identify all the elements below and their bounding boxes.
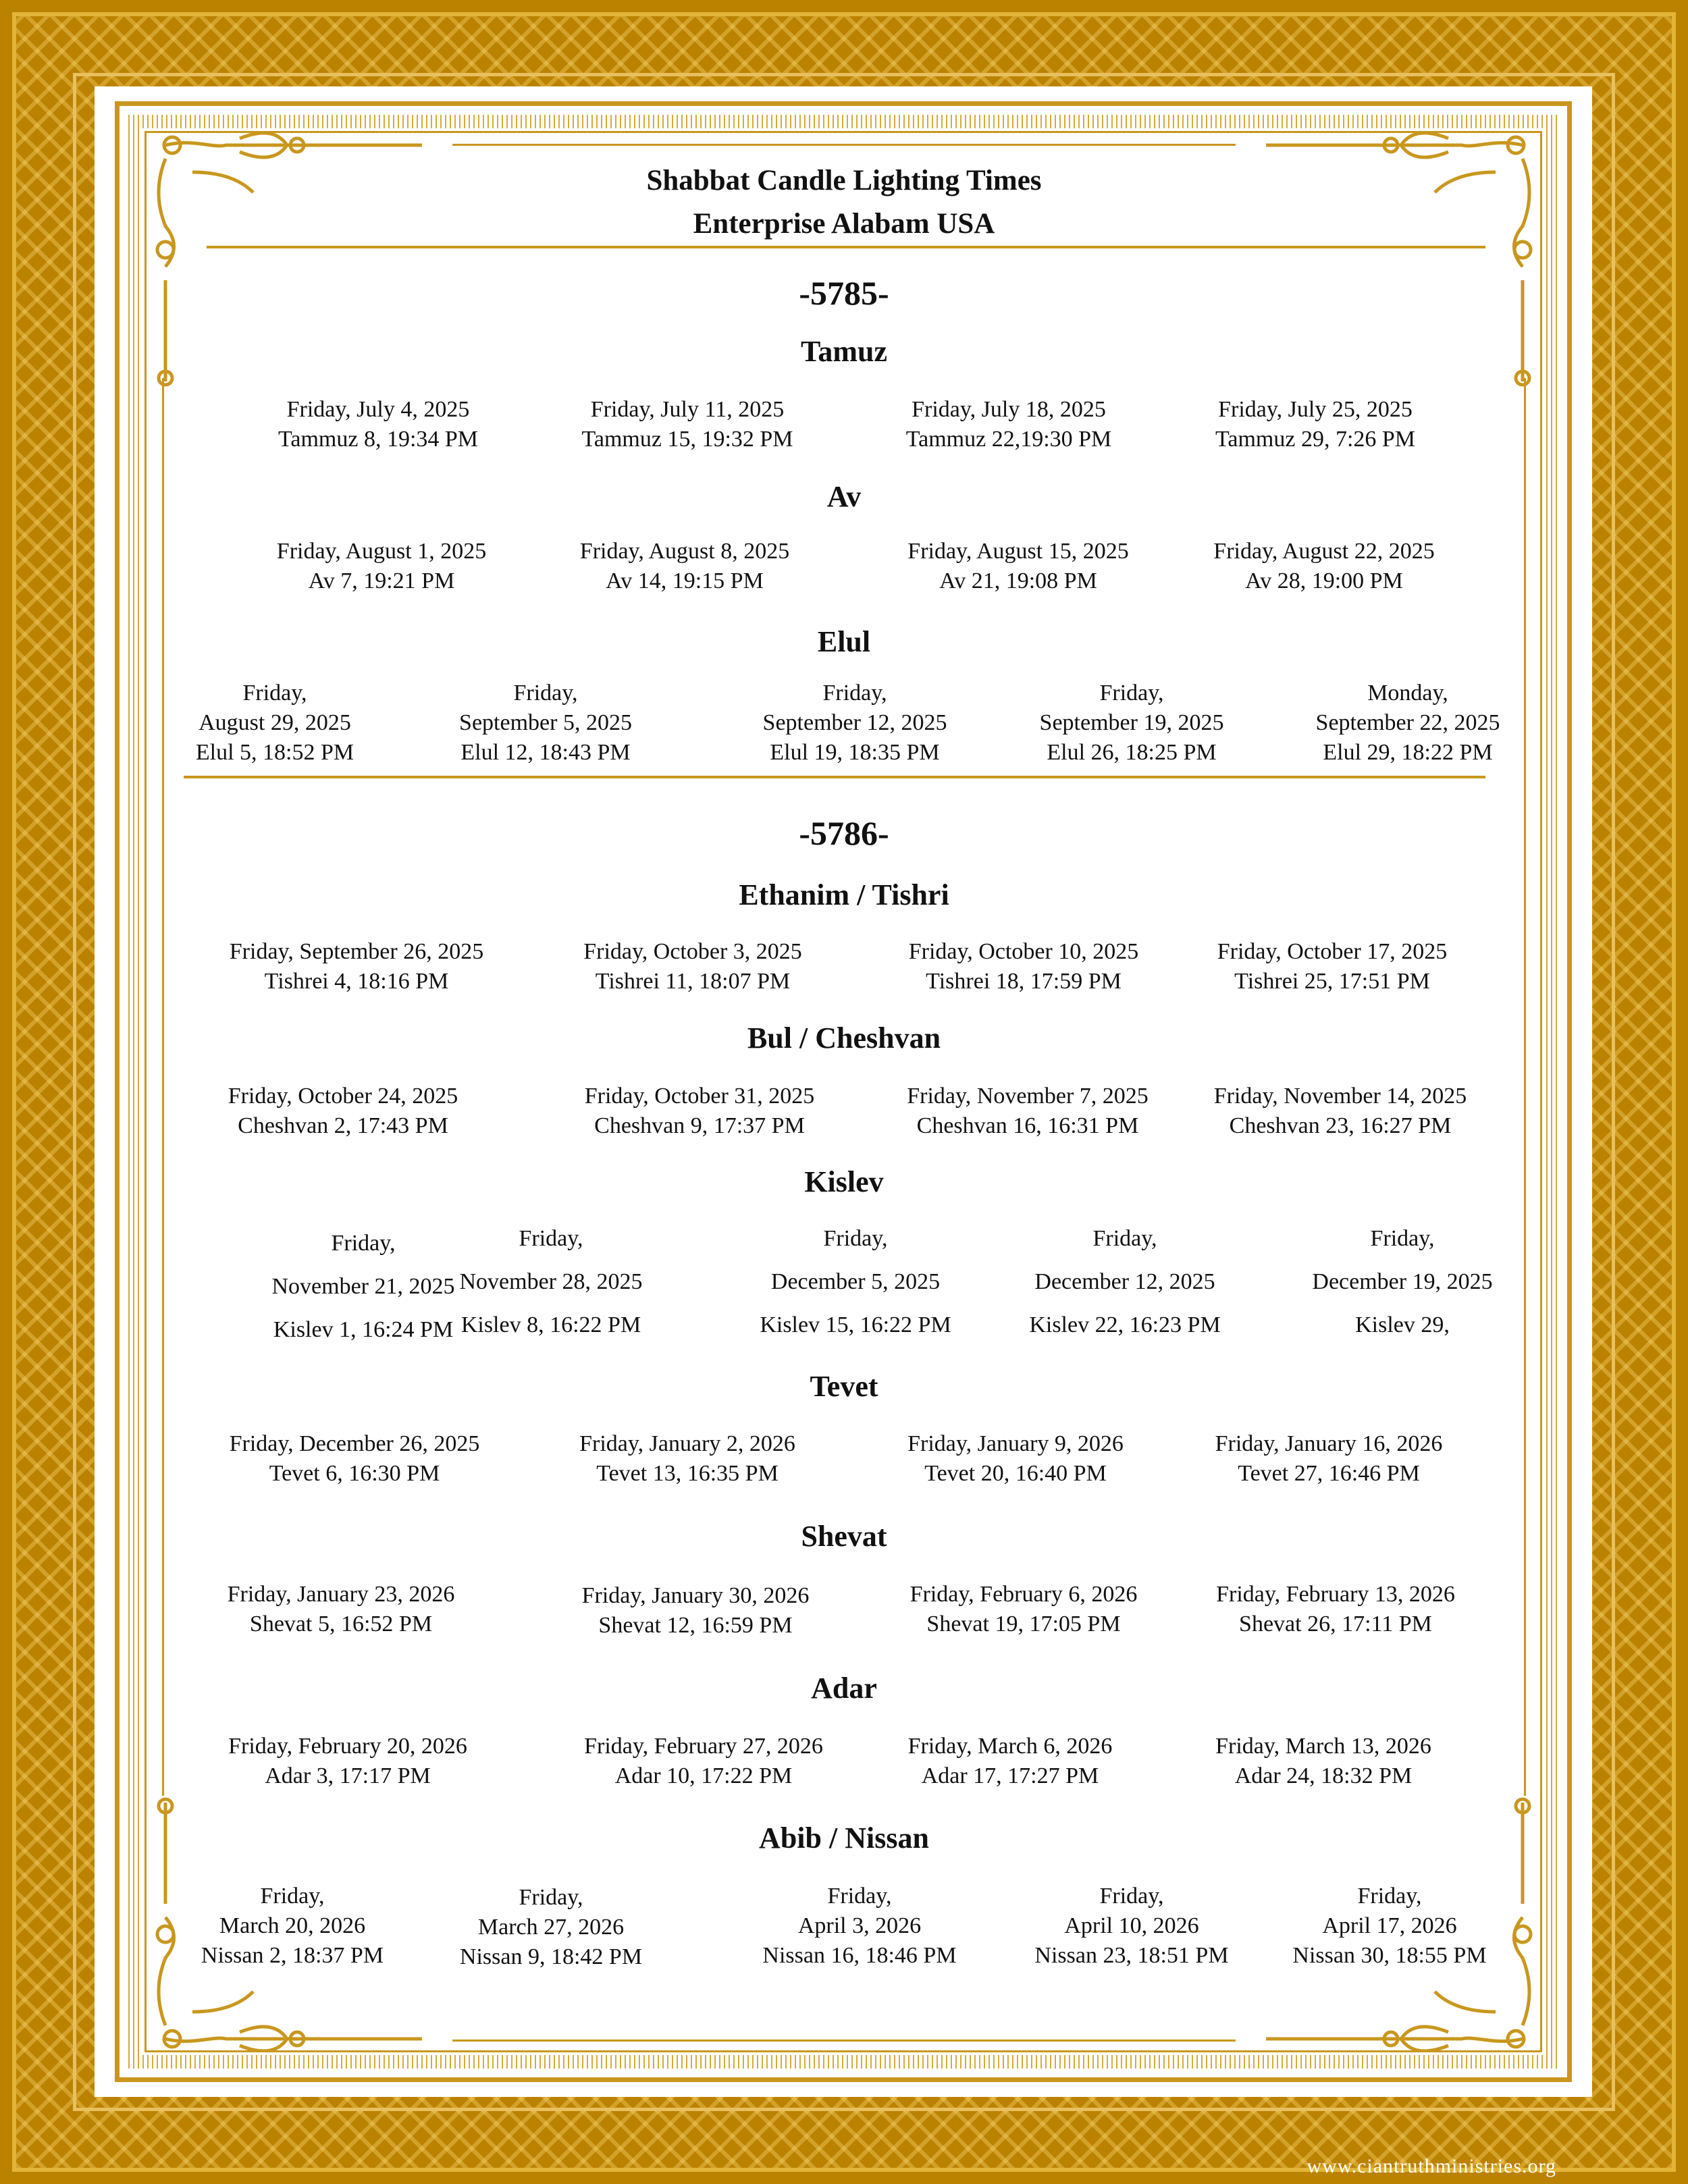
list-item: Friday, July 18, 2025 Tammuz 22,19:30 PM (905, 397, 1112, 452)
list-item: Friday, January 16, 2026 Tevet 27, 16:46 PM (1215, 1431, 1443, 1486)
month-heading: Ethanim / Tishri (739, 878, 949, 911)
list-item: Friday, November 14, 2025 Cheshvan 23, 16:27 PM (1213, 1084, 1467, 1138)
list-item: Friday, November 28, 2025 Kislev 8, 16:22 PM (459, 1226, 643, 1337)
list-item: Friday, November 7, 2025 Cheshvan 16, 16:31 PM (907, 1084, 1149, 1138)
list-item: Monday, September 22, 2025 Elul 29, 18:22 PM (1315, 681, 1500, 765)
year-divider (184, 776, 1485, 778)
month-heading: Tamuz (801, 335, 887, 368)
left-rule (162, 378, 164, 1796)
month-heading: Adar (811, 1672, 877, 1705)
website-footer: www.ciantruthministries.org (1307, 2155, 1556, 2177)
list-item: Friday, August 8, 2025 Av 14, 19:15 PM (579, 539, 790, 593)
list-item: Friday, August 15, 2025 Av 21, 19:08 PM (907, 539, 1129, 593)
month-heading: Bul / Cheshvan (747, 1021, 941, 1055)
list-item: Friday, December 12, 2025 Kislev 22, 16:23 PM (1029, 1226, 1221, 1337)
list-item: Friday, March 20, 2026 Nissan 2, 18:37 PM (201, 1884, 384, 1968)
list-item: Friday, April 3, 2026 Nissan 16, 18:46 PM (762, 1884, 957, 1968)
list-item: Friday, July 4, 2025 Tammuz 8, 19:34 PM (278, 397, 479, 452)
list-item: Friday, December 19, 2025 Kislev 29, (1312, 1226, 1493, 1337)
list-item: Friday, November 21, 2025 Kislev 1, 16:24 PM (271, 1231, 455, 1342)
list-item: Friday, August 29, 2025 Elul 5, 18:52 PM (195, 681, 354, 765)
right-rule (1524, 378, 1526, 1796)
month-heading: Kislev (804, 1165, 884, 1198)
list-item: Friday, August 1, 2025 Av 7, 19:21 PM (276, 539, 487, 593)
list-item: Friday, December 5, 2025 Kislev 15, 16:22 PM (760, 1226, 951, 1337)
list-item: Friday, September 12, 2025 Elul 19, 18:35 PM (762, 681, 947, 765)
list-item: Friday, April 17, 2026 Nissan 30, 18:55 PM (1292, 1884, 1487, 1968)
month-heading: Elul (817, 625, 871, 658)
list-item: Friday, January 9, 2026 Tevet 20, 16:40 PM (907, 1431, 1124, 1486)
list-item: Friday, October 24, 2025 Cheshvan 2, 17:43 PM (228, 1084, 458, 1138)
month-heading: Abib / Nissan (759, 1821, 929, 1855)
list-item: Friday, October 10, 2025 Tishrei 18, 17:59 PM (908, 939, 1139, 994)
page-title: Shabbat Candle Lighting Times (646, 165, 1042, 196)
year-heading: -5785- (799, 274, 889, 312)
list-item: Friday, August 22, 2025 Av 28, 19:00 PM (1213, 539, 1435, 593)
page-subtitle: Enterprise Alabam USA (693, 208, 995, 240)
list-item: Friday, July 11, 2025 Tammuz 15, 19:32 PM (581, 397, 793, 452)
month-heading: Av (826, 480, 862, 513)
list-item: Friday, January 2, 2026 Tevet 13, 16:35 PM (579, 1431, 795, 1486)
list-item: Friday, February 6, 2026 Shevat 19, 17:05 PM (909, 1582, 1138, 1636)
list-item: Friday, September 5, 2025 Elul 12, 18:43 PM (459, 681, 632, 765)
bottom-rule (452, 2040, 1236, 2042)
list-item: Friday, December 26, 2025 Tevet 6, 16:30 PM (229, 1431, 480, 1486)
list-item: Friday, July 25, 2025 Tammuz 29, 7:26 PM (1215, 397, 1416, 452)
list-item: Friday, January 30, 2026 Shevat 12, 16:59 PM (581, 1583, 810, 1638)
list-item: Friday, February 27, 2026 Adar 10, 17:22 PM (584, 1734, 823, 1788)
list-item: Friday, February 13, 2026 Shevat 26, 17:11 PM (1216, 1582, 1455, 1636)
list-item: Friday, October 17, 2025 Tishrei 25, 17:51 PM (1217, 939, 1448, 994)
month-heading: Tevet (810, 1370, 878, 1403)
list-item: Friday, February 20, 2026 Adar 3, 17:17 PM (228, 1734, 467, 1788)
list-item: Friday, September 26, 2025 Tishrei 4, 18:16 PM (229, 939, 484, 994)
top-rule (452, 144, 1236, 146)
list-item: Friday, January 23, 2026 Shevat 5, 16:52 PM (227, 1582, 455, 1636)
list-item: Friday, March 13, 2026 Adar 24, 18:32 PM (1215, 1734, 1431, 1788)
month-heading: Shevat (801, 1520, 887, 1553)
list-item: Friday, March 27, 2026 Nissan 9, 18:42 PM (459, 1885, 643, 1969)
list-item: Friday, October 3, 2025 Tishrei 11, 18:07 PM (583, 939, 802, 994)
list-item: Friday, October 31, 2025 Cheshvan 9, 17:37 PM (584, 1084, 815, 1138)
list-item: Friday, September 19, 2025 Elul 26, 18:25 PM (1039, 681, 1224, 765)
list-item: Friday, April 10, 2026 Nissan 23, 18:51 PM (1034, 1884, 1229, 1968)
list-item: Friday, March 6, 2026 Adar 17, 17:27 PM (907, 1734, 1113, 1788)
year-heading: -5786- (799, 814, 889, 852)
